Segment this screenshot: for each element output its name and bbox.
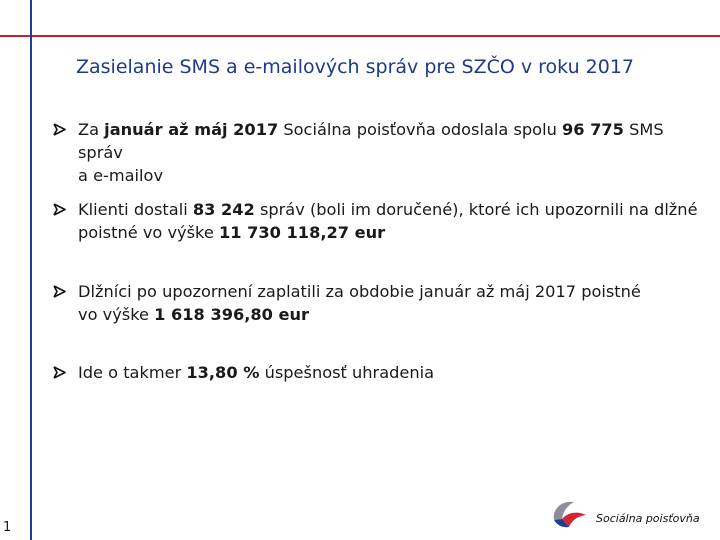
bullet-text: vo výške — [78, 305, 155, 324]
bullet-text: Ide o takmer — [78, 363, 187, 382]
arrow-bullet-icon — [52, 280, 72, 303]
slide-title: Zasielanie SMS a e-mailových správ pre SZČO v roku 2017 — [76, 56, 635, 78]
left-blue-rule — [30, 0, 32, 540]
top-red-rule — [0, 35, 720, 37]
bullet-line — [78, 361, 702, 384]
bullet-line — [78, 198, 702, 221]
bullet-item — [52, 118, 702, 187]
arrow-bullet-icon — [52, 118, 72, 141]
arrow-bullet-icon — [52, 198, 72, 221]
bullet-text: poistné vo výške — [78, 223, 219, 242]
bullet-text: Klienti dostali — [78, 200, 193, 219]
bullet-line — [78, 280, 702, 303]
bullet-text: SMS správ — [78, 120, 664, 162]
bullet-item — [52, 280, 702, 326]
bullet-text: správ (boli im doručené), ktoré ich upozornili na dlžné — [254, 200, 698, 219]
bullet-text: Sociálna poisťovňa odoslala spolu — [278, 120, 562, 139]
bullet-item — [52, 198, 702, 244]
bullet-emphasis-text: 96 775 — [561, 120, 624, 139]
bullet-text: a e-mailov — [78, 166, 164, 185]
slide-number: 1 — [3, 520, 12, 535]
bullet-line — [78, 164, 702, 187]
bullet-emphasis-text: 11 730 118,27 eur — [218, 223, 386, 242]
bullet-item — [52, 361, 702, 384]
bullet-line — [78, 221, 702, 244]
bullet-emphasis-text: 1 618 396,80 eur — [154, 305, 310, 324]
bullet-emphasis-text: január až máj 2017 — [104, 120, 279, 139]
bullet-text: Dlžníci po upozornení zaplatili za obdobie január až máj 2017 poistné — [78, 282, 641, 301]
bullet-line — [78, 303, 702, 326]
sp-logo-icon — [548, 496, 590, 530]
arrow-bullet-icon — [52, 361, 72, 384]
bullet-emphasis-text: 13,80 % — [186, 363, 260, 382]
logo-text: Sociálna poisťovňa — [596, 512, 700, 525]
bullet-text: úspešnosť uhradenia — [259, 363, 435, 382]
bullet-line — [78, 118, 702, 164]
bullet-emphasis-text: 83 242 — [192, 200, 255, 219]
bullet-text: Za — [78, 120, 105, 139]
